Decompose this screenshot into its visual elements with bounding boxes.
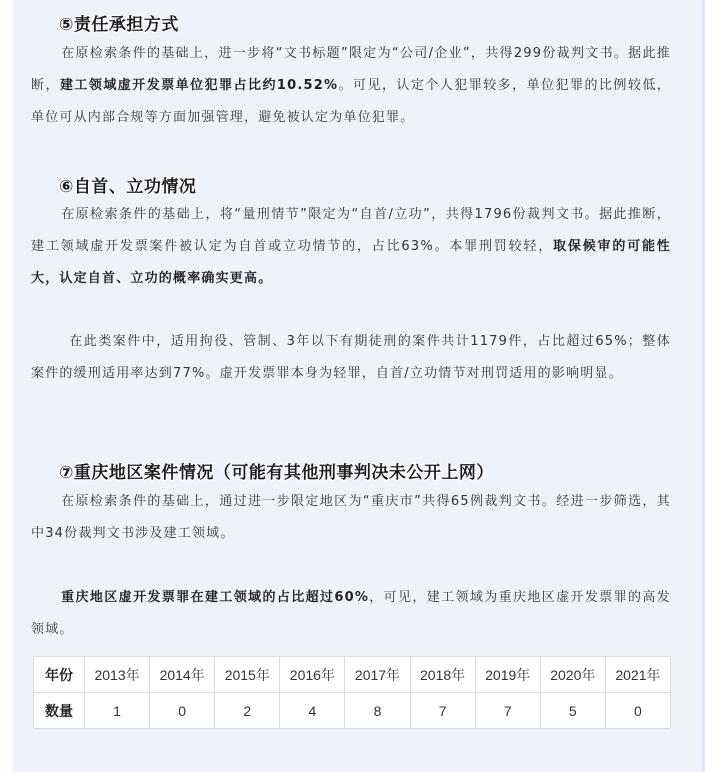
year-cell: 2015年 bbox=[215, 657, 280, 693]
year-cell: 2017年 bbox=[345, 657, 410, 693]
year-row-label: 年份 bbox=[34, 657, 85, 693]
section6-text-2: 在此类案件中，适用拘役、管制、3年以下有期徒刑的案件共计1179件，占比超过65%；整体案件的缓刑适用率达到77%。虚开发票罪本身为轻罪，自首/立功情节对刑罚适用的影响明显。 bbox=[31, 334, 671, 381]
count-cell: 5 bbox=[540, 693, 605, 729]
section6-heading: ⑥自首、立功情况 bbox=[59, 177, 197, 197]
section7-paragraph-1 bbox=[31, 486, 671, 550]
section5-paragraph bbox=[31, 38, 671, 134]
count-row-label: 数量 bbox=[34, 693, 85, 729]
year-cell: 2014年 bbox=[150, 657, 215, 693]
table-row-years bbox=[34, 657, 671, 693]
year-cell: 2020年 bbox=[540, 657, 605, 693]
year-cell: 2018年 bbox=[410, 657, 475, 693]
section5-text-bold: 建工领域虚开发票单位犯罪占比约10.52% bbox=[59, 78, 339, 93]
section7-text-2: ，可见，建工领域为重庆地区虚开发票罪的高发领域。 bbox=[31, 590, 671, 637]
article-page bbox=[13, 0, 705, 772]
section7-heading: ⑦重庆地区案件情况（可能有其他刑事判决未公开上网） bbox=[59, 463, 494, 483]
section6-text-a: 在原检索条件的基础上，将“量刑情节”限定为“自首/立功”，共得1796份裁判文书。据此推断，建工领域虚开发票案件被认定为自首或立功情节的，占比63%。本罪刑罚较轻， bbox=[31, 207, 671, 254]
section7-paragraph-2 bbox=[31, 582, 671, 646]
section5-heading: ⑤责任承担方式 bbox=[59, 15, 179, 35]
year-cell: 2019年 bbox=[475, 657, 540, 693]
table-row-counts bbox=[34, 693, 671, 729]
section6-paragraph-2 bbox=[31, 326, 671, 390]
section6-paragraph-1 bbox=[31, 199, 671, 295]
section5-text-c: 。可见，认定个人犯罪较多，单位犯罪的比例较低，单位可从内部合规等方面加强管理，避免被认定为单位犯罪。 bbox=[31, 78, 671, 125]
count-cell: 2 bbox=[215, 693, 280, 729]
section7-text-1: 在原检索条件的基础上，通过进一步限定地区为“重庆市”共得65例裁判文书。经进一步筛选，其中34份裁判文书涉及建工领域。 bbox=[31, 494, 671, 541]
count-cell: 8 bbox=[345, 693, 410, 729]
case-count-table bbox=[33, 656, 671, 729]
year-cell: 2021年 bbox=[605, 657, 670, 693]
count-cell: 0 bbox=[150, 693, 215, 729]
year-cell: 2016年 bbox=[280, 657, 345, 693]
section7-text-bold: 重庆地区虚开发票罪在建工领域的占比超过60% bbox=[61, 590, 370, 605]
count-cell: 1 bbox=[85, 693, 150, 729]
count-cell: 4 bbox=[280, 693, 345, 729]
section6-text-bold: 取保候审的可能性大，认定自首、立功的概率确实更高。 bbox=[31, 239, 671, 286]
year-cell: 2013年 bbox=[85, 657, 150, 693]
count-cell: 0 bbox=[605, 693, 670, 729]
count-cell: 7 bbox=[410, 693, 475, 729]
count-cell: 7 bbox=[475, 693, 540, 729]
section5-text-a: 在原检索条件的基础上，进一步将“文书标题”限定为“公司/企业”，共得299份裁判文书。据此推断， bbox=[31, 46, 671, 93]
